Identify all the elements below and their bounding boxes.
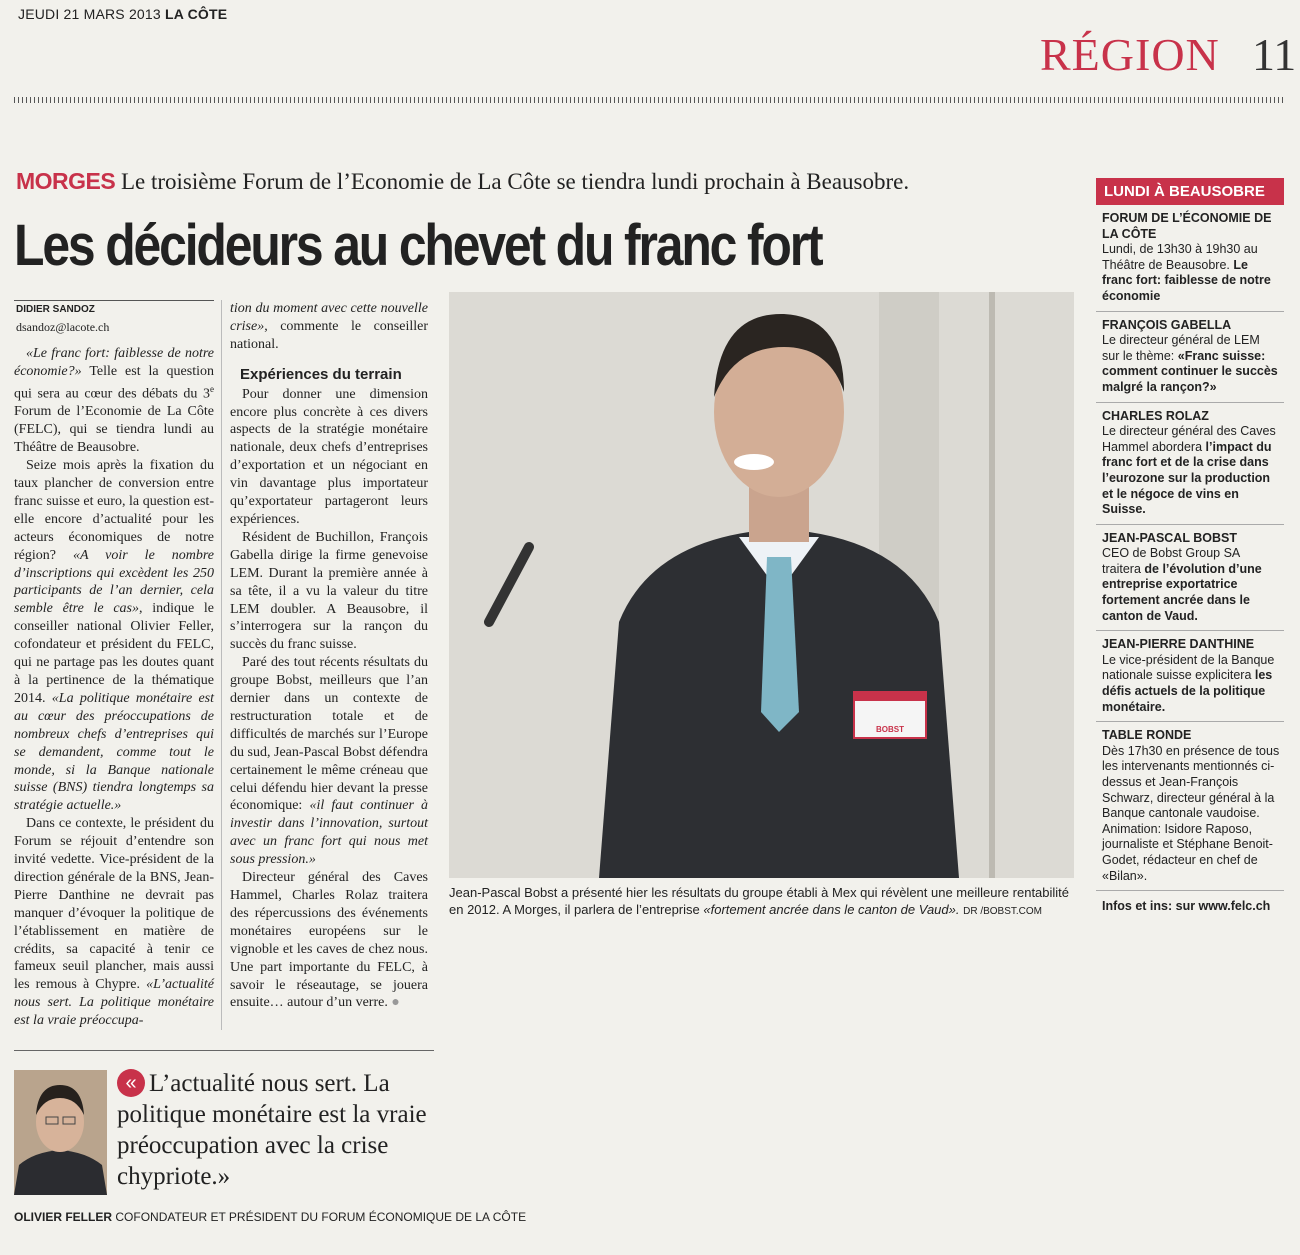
- section-title: RÉGION: [1040, 29, 1220, 80]
- header-rule: [14, 97, 1286, 103]
- column-divider: [221, 300, 222, 1030]
- sidebar-item: CHARLES ROLAZ Le directeur général des Caves Hammel abordera l’impact du franc fort et de la crise dans l’eurozone sur la production et le négoce de vins en Suisse.: [1096, 403, 1284, 525]
- article-kicker: [16, 168, 909, 195]
- kicker-text: Le troisième Forum de l’Economie de La Côte se tiendra lundi prochain à Beausobre.: [120, 169, 910, 194]
- kicker-place: MORGES: [16, 168, 116, 194]
- author-email: dsandoz@lacote.ch: [16, 320, 110, 334]
- event-sidebar: [1096, 178, 1284, 921]
- paragraph: Seize mois après la fixation du taux plancher de conversion entre franc suisse et euro, la question est-elle encore d’actualité pour les acteurs économiques de notre région? «A voir le nombre d’inscriptions qui excèdent les 250 participants de l’an dernier, cela semble être le cas», indique le conseiller national Olivier Feller, cofondateur et président du FELC, qui ne partage pas les doutes quant à la pertinence de la thématique 2014. «La politique monétaire est au cœur des préoccupations de nombreux chefs d’entreprises qui se demandent, comme tout le monde, si la Banque nationale suisse (BNS) tiendra longtemps sa stratégie actuelle.»: [14, 458, 215, 814]
- paragraph: Directeur général des Caves Hammel, Charles Rolaz traitera des répercussions des événements monétaires européens sur le vignoble et les caves de chez nous. Une part importante du FELC, à savoir le réseautage, se jouera ensuite… autour d’un verre. ●: [230, 870, 428, 1011]
- paragraph: tion du moment avec cette nouvelle crise», commente le conseiller national.: [230, 301, 428, 352]
- quote-mark-icon: «: [117, 1069, 145, 1097]
- name-badge-text: BOBST: [876, 725, 904, 734]
- sidebar-item: FRANÇOIS GABELLA Le directeur général de LEM sur le thème: «Franc suisse: comment continuer le succès malgré la rançon?»: [1096, 312, 1284, 403]
- paragraph: Paré des tout récents résultats du groupe Bobst, meilleurs que l’an dernier dans un contexte de restructuration totale et de difficultés de marchés sur l’Europe du sud, Jean-Pascal Bobst défendra certainement le même créneau que celui défendu hier devant la presse économique: «il faut continuer à investir dans l’innovation, surtout avec un franc fort qui nous met sous pression.»: [230, 655, 429, 868]
- article-column-2: [230, 300, 428, 1012]
- sidebar-item: JEAN-PIERRE DANTHINE Le vice-président de la Banque nationale suisse explicitera les défis actuels de la politique monétaire.: [1096, 631, 1284, 722]
- sidebar-item: JEAN-PASCAL BOBST CEO de Bobst Group SA traitera de l’évolution d’une entreprise exportatrice fortement ancrée dans le canton de Vaud.: [1096, 525, 1284, 632]
- speaker-illustration: [449, 292, 1074, 878]
- portrait-illustration: [14, 1070, 107, 1195]
- article-column-1: [14, 345, 214, 1030]
- sidebar-title: LUNDI À BEAUSOBRE: [1096, 178, 1284, 205]
- quote-rule: [14, 1050, 434, 1051]
- quote-portrait: [14, 1070, 107, 1195]
- paragraph: Pour donner une dimension encore plus concrète à ces divers aspects de la stratégie monétaire nationale, deux chefs d’entreprises d’exportation et un négociant en vin davantage plus importateur qu’exportateur partageront leurs expériences.: [230, 386, 428, 527]
- paragraph: Dans ce contexte, le président du Forum se réjouit d’entendre son invité vedette. Vice-président de la direction générale de la BNS, Jean-Pierre Danthine ne devrait pas manquer d’évoquer la politique de l’établissement en matière de crédits, sa capacité à tenir ce fameux seuil plancher, mais aussi les remous à Chypre. «L’actualité nous sert. La politique monétaire est la vraie préoccupa-: [14, 816, 214, 1029]
- paragraph: Résident de Buchillon, François Gabella dirige la firme genevoise LEM. Durant la première année à sa tête, il a vu la valeur du titre LEM doubler. A Beausobre, il s’interrogera sur la rançon du succès du franc suisse.: [230, 529, 428, 653]
- header-date: JEUDI 21 MARS 2013 LA CÔTE: [18, 6, 228, 22]
- quote-attribution: OLIVIER FELLER COFONDATEUR ET PRÉSIDENT DU FORUM ÉCONOMIQUE DE LA CÔTE: [14, 1210, 527, 1224]
- sidebar-footer: Infos et ins: sur www.felc.ch: [1102, 899, 1271, 914]
- paragraph: «Le franc fort: faiblesse de notre économie?» Telle est la question qui sera au cœur des débats du 3e Forum de l’Economie de La Côte (FELC), qui se tiendra lundi au Théâtre de Beausobre.: [14, 346, 214, 456]
- sidebar-item: TABLE RONDE Dès 17h30 en présence de tous les intervenants mentionnés ci-dessus et Jean-François Schwarz, directeur général à la Banque cantonale vaudoise. Animation: Isidore Raposo, journaliste et Stéphane Benoit-Godet, rédacteur en chef de «Bilan».: [1096, 722, 1284, 891]
- pull-quote: « L’actualité nous sert. La politique monétaire est la vraie préoccupation avec la crise chypriote.»: [117, 1070, 427, 1190]
- article-photo: [449, 292, 1074, 878]
- photo-caption: Jean-Pascal Bobst a présenté hier les résultats du groupe établi à Mex qui révèlent une meilleure rentabilité en 2012. A Morges, il parlera de l’entreprise «fortement ancrée dans le canton de Vaud». DR /BOBST.COM: [449, 885, 1070, 917]
- sidebar-item: FORUM DE L’ÉCONOMIE DE LA CÔTE Lundi, de 13h30 à 19h30 au Théâtre de Beausobre. Le franc fort: faiblesse de notre économie: [1096, 205, 1284, 312]
- article-headline: Les décideurs au chevet du franc fort: [14, 213, 822, 278]
- page-number: 11: [1252, 29, 1297, 80]
- author-rule: [14, 300, 214, 301]
- subhead: Expériences du terrain: [240, 365, 402, 383]
- author-name: DIDIER SANDOZ: [16, 304, 95, 315]
